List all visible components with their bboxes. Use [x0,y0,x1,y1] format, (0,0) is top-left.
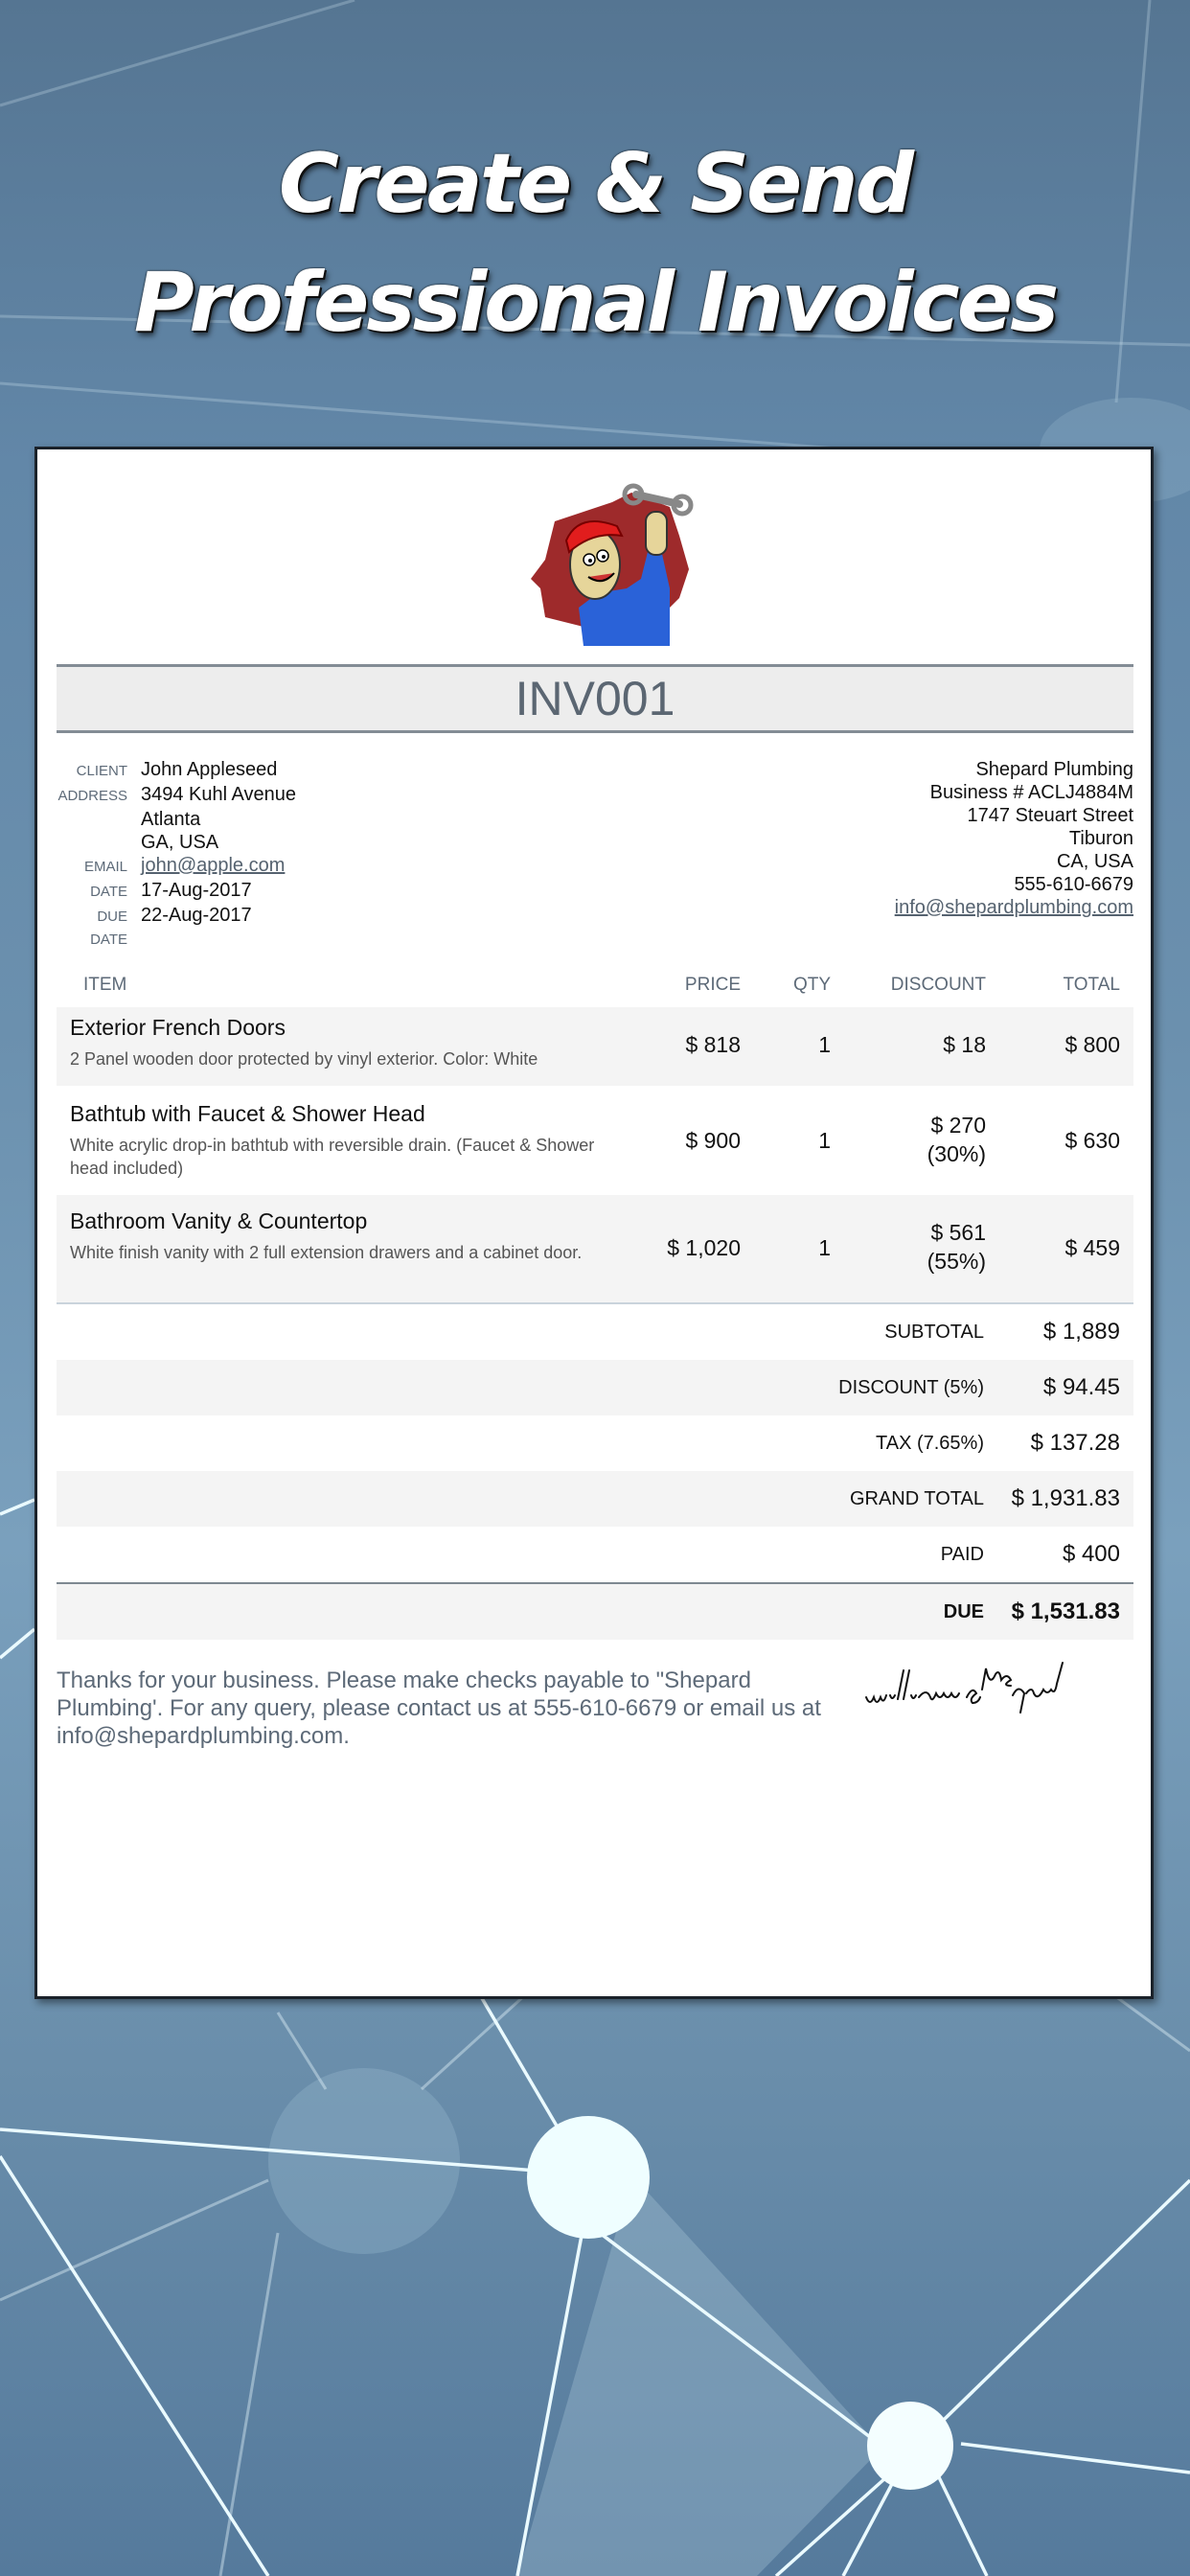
item-description: White finish vanity with 2 full extension drawers and a cabinet door. [70,1243,583,1262]
item-discount: $ 18 [943,1032,986,1057]
business-name: Shepard Plumbing [975,759,1133,780]
item-price: $ 1,020 [667,1235,741,1260]
item-discount-amount: $ 270 [930,1113,986,1138]
client-address-line-3: GA, USA [141,832,219,853]
paid-label: PAID [940,1544,984,1565]
item-name: Bathroom Vanity & Countertop [70,1208,368,1233]
business-info [895,758,1133,919]
discount-value: $ 94.45 [1042,1374,1120,1400]
business-phone: 555-610-6679 [1014,874,1133,895]
item-total: $ 459 [1064,1235,1120,1260]
client-name: John Appleseed [141,759,278,780]
date-label: DATE [90,884,127,900]
client-label: CLIENT [76,763,127,779]
business-number: Business # ACLJ4884M [929,782,1133,803]
item-total: $ 630 [1064,1128,1120,1153]
subtotal-value: $ 1,889 [1042,1319,1120,1345]
item-qty: 1 [818,1128,831,1153]
due-label: DUE [943,1601,984,1622]
invoice-card [34,447,1154,1999]
invoice-due-date: 22-Aug-2017 [141,905,252,926]
business-email-link[interactable]: info@shepardplumbing.com [894,897,1133,918]
email-label: EMAIL [83,859,127,875]
discount-label: DISCOUNT (5%) [838,1377,984,1398]
subtotal-label: SUBTOTAL [884,1322,984,1343]
table-row[interactable] [57,1195,1133,1302]
item-description: White acrylic drop-in bathtub with reversible drain. (Faucet & Shower head included) [70,1136,595,1178]
grand-total-value: $ 1,931.83 [1011,1485,1120,1511]
address-label: ADDRESS [57,788,127,804]
item-discount-amount: $ 561 [930,1220,986,1245]
signature-image [861,1661,1110,1718]
client-address-line-2: Atlanta [141,809,201,830]
business-state: CA, USA [1056,851,1133,872]
column-item: ITEM [83,975,127,995]
invoice-number: INV001 [57,664,1133,733]
summary-tax [57,1415,1133,1471]
summary-discount [57,1360,1133,1415]
summary-due [57,1584,1133,1640]
item-price: $ 818 [685,1032,741,1057]
table-row[interactable] [57,1086,1133,1195]
plumber-logo-icon [526,483,698,646]
item-discount [927,1111,986,1168]
summary-subtotal [57,1304,1133,1360]
summary-grand-total [57,1471,1133,1527]
item-qty: 1 [818,1235,831,1260]
item-discount [927,1218,986,1276]
item-description: 2 Panel wooden door protected by vinyl exterior. Color: White [70,1049,538,1069]
paid-value: $ 400 [1062,1541,1120,1567]
item-qty: 1 [818,1032,831,1057]
item-name: Bathtub with Faucet & Shower Head [70,1101,425,1126]
headline-line-1: Create & Send [278,136,912,232]
tax-label: TAX (7.65%) [876,1433,984,1454]
headline [0,125,1190,362]
summary-paid [57,1527,1133,1582]
tax-value: $ 137.28 [1030,1430,1120,1456]
headline-line-2: Professional Invoices [133,255,1057,351]
column-qty: QTY [792,975,831,995]
item-price: $ 900 [685,1128,741,1153]
item-name: Exterior French Doors [70,1015,286,1040]
business-city: Tiburon [1068,828,1133,849]
due-date-label: DUE DATE [90,908,127,948]
column-price: PRICE [684,975,741,995]
items-table-header [57,975,1133,1007]
table-row[interactable] [57,1007,1133,1086]
invoice-note: Thanks for your business. Please make checks payable to "Shepard Plumbing'. For any query, please contact us at 555-610-6679 or email us at info@shepardplumbing.com. [57,1668,821,1749]
item-total: $ 800 [1064,1032,1120,1057]
column-discount: DISCOUNT [890,975,986,995]
client-email-link[interactable]: john@apple.com [141,855,286,876]
due-value: $ 1,531.83 [1011,1598,1120,1624]
client-address-line-1: 3494 Kuhl Avenue [141,784,297,805]
invoice-date: 17-Aug-2017 [141,880,252,901]
column-total: TOTAL [1063,975,1120,995]
item-discount-percent: (30%) [927,1141,986,1166]
item-discount-percent: (55%) [927,1249,986,1274]
grand-total-label: GRAND TOTAL [849,1488,984,1509]
business-street: 1747 Steuart Street [967,805,1133,826]
client-info [57,758,296,952]
